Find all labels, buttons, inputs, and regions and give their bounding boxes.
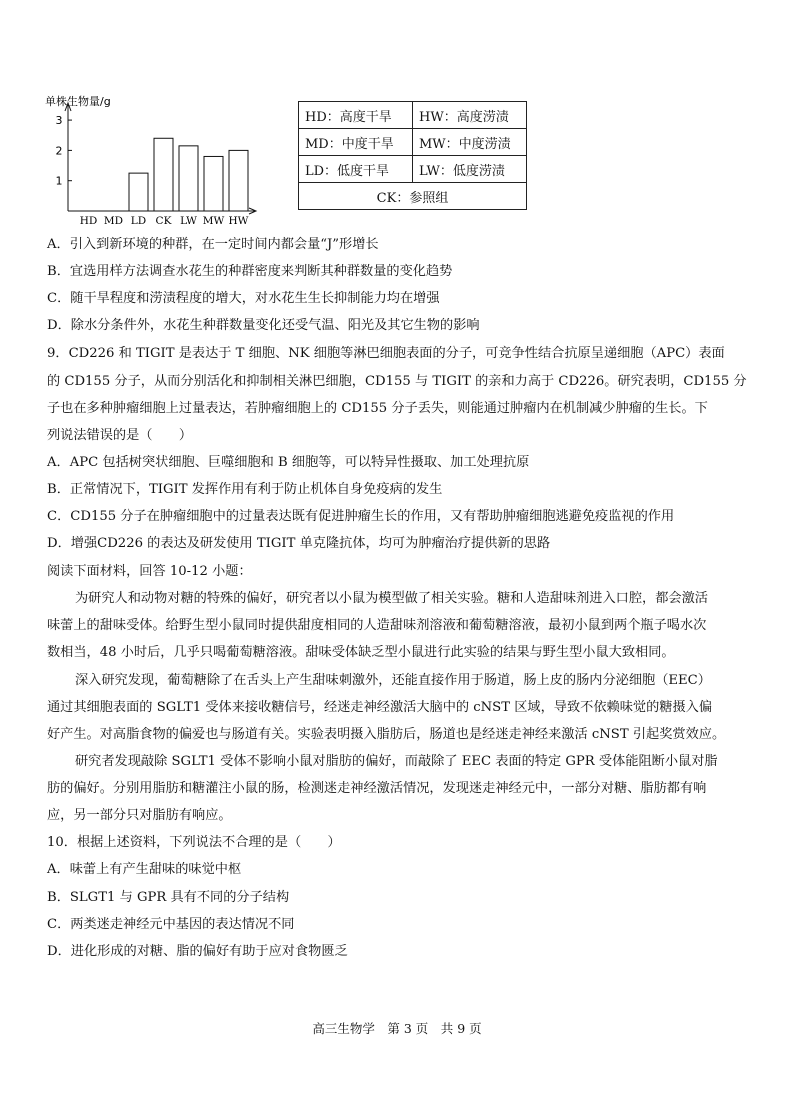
legend-cell: HD：高度干旱 bbox=[299, 102, 413, 129]
legend-table bbox=[298, 101, 527, 210]
option-10c: C．两类迷走神经元中基因的表达情况不同 bbox=[47, 917, 295, 932]
question-9-line: 子也在多种肿瘤细胞上过量表达，若肿瘤细胞上的 CD155 分子丢失，则能通过肿瘤内在机制减少肿瘤的生长。下 bbox=[47, 401, 708, 416]
biomass-bar-chart bbox=[44, 92, 274, 228]
bar-ck bbox=[154, 138, 173, 211]
legend-cell-ck: CK：参照组 bbox=[299, 183, 527, 210]
option-9c: C．CD155 分子在肿瘤细胞中的过量表达既有促进肿瘤生长的作用，又有帮助肿瘤细胞逃避免疫监视的作用 bbox=[47, 509, 675, 524]
bar-lw bbox=[179, 146, 198, 211]
legend-cell: MW：中度涝渍 bbox=[413, 129, 527, 156]
option-8c: C．随干旱程度和涝渍程度的增大，对水花生生长抑制能力均在增强 bbox=[47, 291, 440, 306]
x-tick-label: HW bbox=[228, 215, 249, 227]
legend-cell: MD：中度干旱 bbox=[299, 129, 413, 156]
option-10a: A．味蕾上有产生甜味的味觉中枢 bbox=[47, 862, 242, 877]
question-9-line: 9．CD226 和 TIGIT 是表达于 T 细胞、NK 细胞等淋巴细胞表面的分子，可竞争性结合抗原呈递细胞（APC）表面 bbox=[47, 346, 725, 361]
passage-line: 味蕾上的甜味受体。给野生型小鼠同时提供甜度相同的人造甜味剂溶液和葡萄糖溶液，最初小鼠到两个瓶子喝水次 bbox=[47, 618, 707, 633]
chart-svg bbox=[44, 92, 274, 228]
y-tick-label: 1 bbox=[55, 174, 63, 188]
option-10b: B．SLGT1 与 GPR 具有不同的分子结构 bbox=[47, 890, 290, 905]
y-axis-label: 单株生物量/g bbox=[45, 95, 111, 108]
question-9-line: 的 CD155 分子，从而分别活化和抑制相关淋巴细胞，CD155 与 TIGIT 的亲和力高于 CD226。研究表明，CD155 分 bbox=[47, 374, 747, 389]
option-8a: A．引入到新环境的种群，在一定时间内都会量“J”形增长 bbox=[47, 237, 379, 252]
option-8b: B．宜选用样方法调查水花生的种群密度来判断其种群数量的变化趋势 bbox=[47, 264, 453, 279]
question-10-stem: 10．根据上述资料，下列说法不合理的是（ ） bbox=[47, 835, 341, 850]
passage-line: 肪的偏好。分别用脂肪和糖灌注小鼠的肠，检测迷走神经激活情况，发现迷走神经元中，一部分对糖、脂肪都有响 bbox=[47, 781, 707, 796]
bar-ld bbox=[129, 173, 148, 211]
option-8d: D．除水分条件外，水花生种群数量变化还受气温、阳光及其它生物的影响 bbox=[47, 318, 480, 333]
legend-cell: LD：低度干旱 bbox=[299, 156, 413, 183]
reading-instruction: 阅读下面材料，回答 10-12 小题： bbox=[47, 564, 252, 579]
passage-line: 深入研究发现，葡萄糖除了在舌头上产生甜味刺激外，还能直接作用于肠道，肠上皮的肠内分泌细胞（EEC） bbox=[75, 673, 711, 688]
legend-cell: HW：高度涝渍 bbox=[413, 102, 527, 129]
passage-line: 数相当，48 小时后，几乎只喝葡萄糖溶液。甜味受体缺乏型小鼠进行此实验的结果与野生型小鼠大致相同。 bbox=[47, 645, 675, 660]
option-9a: A．APC 包括树突状细胞、巨噬细胞和 B 细胞等，可以特异性摄取、加工处理抗原 bbox=[47, 455, 530, 470]
page-footer: 高三生物学 第 3 页 共 9 页 bbox=[312, 1021, 482, 1036]
bar-mw bbox=[204, 156, 223, 211]
passage-line: 通过其细胞表面的 SGLT1 受体来接收糖信号，经迷走神经激活大脑中的 cNST 区域，导致不依赖味觉的糖摄入偏 bbox=[47, 700, 713, 715]
y-tick-label: 3 bbox=[55, 114, 63, 128]
legend-row bbox=[299, 183, 527, 210]
legend-cell: LW：低度涝渍 bbox=[413, 156, 527, 183]
x-tick-label: HD bbox=[79, 215, 98, 227]
x-tick-label: CK bbox=[155, 215, 172, 227]
passage-line: 好产生。对高脂食物的偏爱也与肠道有关。实验表明摄入脂肪后，肠道也是经迷走神经来激活 cNST 引起奖赏效应。 bbox=[47, 727, 726, 742]
question-9-line: 列说法错误的是（ ） bbox=[47, 428, 193, 443]
bar-hw bbox=[229, 150, 248, 211]
option-9d: D．增强CD226 的表达及研发使用 TIGIT 单克隆抗体，均可为肿瘤治疗提供新的思路 bbox=[47, 536, 551, 551]
legend-row bbox=[299, 156, 527, 183]
option-9b: B．正常情况下，TIGIT 发挥作用有利于防止机体自身免疫病的发生 bbox=[47, 482, 443, 497]
passage-line: 为研究人和动物对糖的特殊的偏好，研究者以小鼠为模型做了相关实验。糖和人造甜味剂进入口腔，都会激活 bbox=[75, 591, 708, 606]
option-10d: D．进化形成的对糖、脂的偏好有助于应对食物匮乏 bbox=[47, 944, 348, 959]
x-tick-label: LD bbox=[130, 215, 147, 227]
x-tick-label: LW bbox=[180, 215, 197, 227]
passage-line: 应，另一部分只对脂肪有响应。 bbox=[47, 808, 232, 823]
y-tick-label: 2 bbox=[55, 144, 63, 158]
passage-line: 研究者发现敲除 SGLT1 受体不影响小鼠对脂肪的偏好，而敲除了 EEC 表面的特定 GPR 受体能阻断小鼠对脂 bbox=[75, 754, 718, 769]
legend-row bbox=[299, 102, 527, 129]
legend-row bbox=[299, 129, 527, 156]
x-tick-label: MW bbox=[202, 215, 225, 227]
x-tick-label: MD bbox=[103, 215, 124, 227]
